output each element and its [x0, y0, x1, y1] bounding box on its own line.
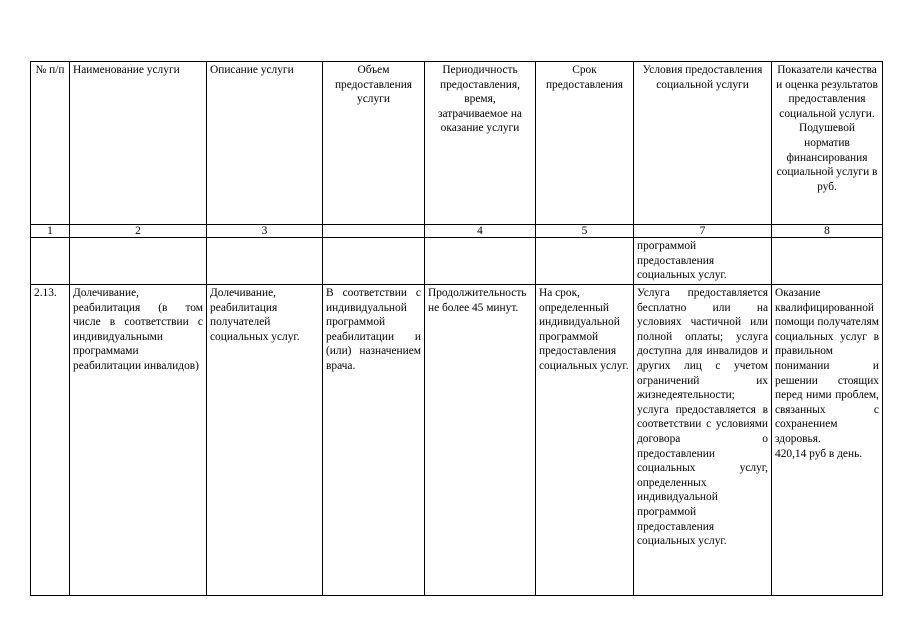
row-name: Долечивание, реабилитация (в том числе в соответствии с индивидуальными программами реабилитации инвалидов)	[70, 285, 207, 596]
services-table	[30, 61, 883, 596]
row-volume: В соответствии с индивидуальной программой реабилитации и (или) назначением врача.	[323, 285, 425, 596]
row-conditions: Услуга предоставляется бесплатно или на условиях частичной или полной оплаты; услуга доступна для инвалидов и других лиц с учетом ограничений их жизнедеятельности; услуга предоставляется в соответствии с условиями договора о предоставлении социальных услуг, определенных индивидуальной программой предоставления социальных услуг.	[634, 285, 772, 596]
header-conditions: Условия предоставления социальной услуги	[634, 62, 772, 225]
table-row	[31, 285, 883, 596]
header-description: Описание услуги	[207, 62, 323, 225]
cell-empty	[207, 238, 323, 285]
header-num: № п/п	[31, 62, 70, 225]
header-volume: Объем предоставления услуги	[323, 62, 425, 225]
row-num: 2.13.	[31, 285, 70, 596]
header-periodicity: Периодичность предоставления, время, затрачиваемое на оказание услуги	[425, 62, 536, 225]
row-periodicity: Продолжительность не более 45 минут.	[425, 285, 536, 596]
column-number-row	[31, 225, 883, 238]
header-indicators: Показатели качества и оценка результатов предоставления социальной услуги. Подушевой норматив финансирования социальной услуги в руб.	[772, 62, 883, 225]
column-number: 4	[425, 225, 536, 238]
header-name: Наименование услуги	[70, 62, 207, 225]
column-number	[323, 225, 425, 238]
column-number: 3	[207, 225, 323, 238]
column-number: 7	[634, 225, 772, 238]
row-indicators: Оказание квалифицированной помощи получателям социальных услуг в правильном понимании и решении стоящих перед ними проблем, связанных с сохранением здоровья.	[775, 287, 879, 445]
cell-empty	[70, 238, 207, 285]
column-number: 5	[536, 225, 634, 238]
column-number: 8	[772, 225, 883, 238]
row-description: Долечивание, реабилитация получателей социальных услуг.	[207, 285, 323, 596]
cell-empty	[536, 238, 634, 285]
column-number: 2	[70, 225, 207, 238]
cell-empty	[772, 238, 883, 285]
continuation-row	[31, 238, 883, 285]
cell-empty	[31, 238, 70, 285]
cell-empty	[323, 238, 425, 285]
row-price: 420,14 руб в день.	[775, 447, 863, 460]
column-number: 1	[31, 225, 70, 238]
cell-empty	[425, 238, 536, 285]
header-row	[31, 62, 883, 225]
row-term: На срок, определенный индивидуальной программой предоставления социальных услуг.	[536, 285, 634, 596]
row-indicators-cell	[772, 285, 883, 596]
header-term: Срок предоставления	[536, 62, 634, 225]
continuation-conditions: программой предоставления социальных услуг.	[634, 238, 772, 285]
